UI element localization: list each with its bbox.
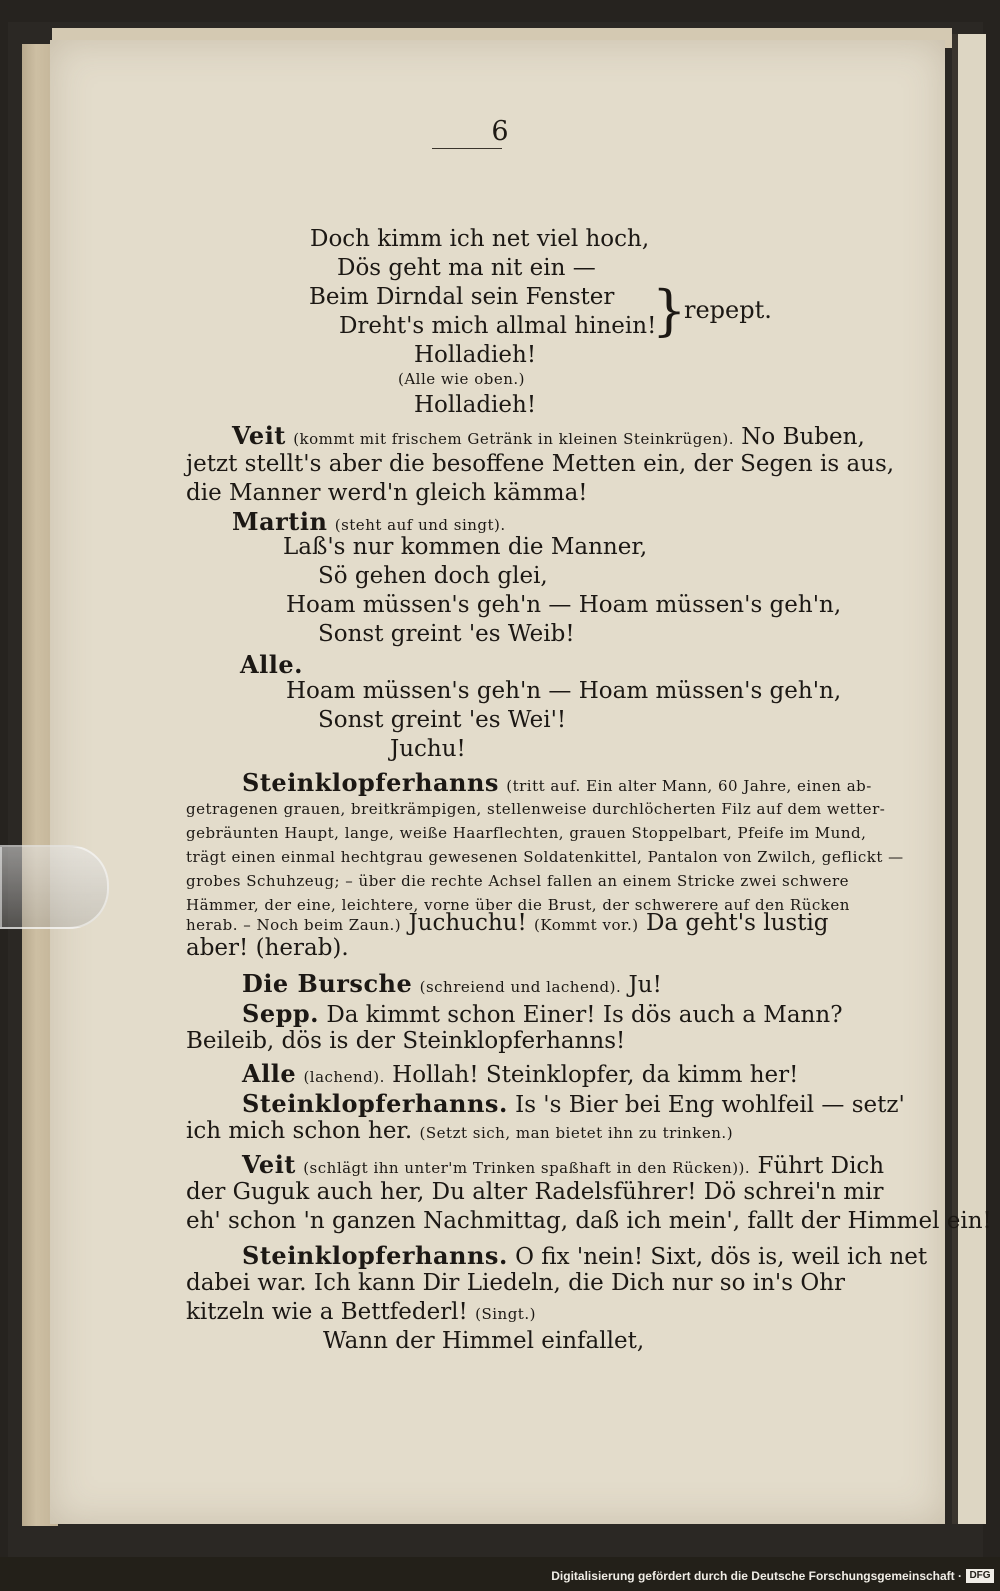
dialogue-line: [186, 1118, 733, 1144]
dialogue-line: [186, 910, 829, 936]
dialogue-text: Ju!: [628, 972, 662, 998]
verse-line: Holladieh!: [414, 342, 537, 368]
dialogue-line: [242, 1089, 905, 1118]
speaker-name: Veit: [232, 421, 286, 450]
dialogue-text: O fix 'nein! Sixt, dös is, weil ich net: [515, 1244, 928, 1270]
footer-credit: Digitalisierung gefördert durch die Deutsche Forschungsgemeinschaft ·: [551, 1569, 962, 1583]
stage-direction: (kommt mit frischem Getränk in kleinen Steinkrügen).: [293, 430, 734, 448]
dialogue-text: Da kimmt schon Einer! Is dös auch a Mann?: [326, 1002, 843, 1028]
footer-strip: [0, 1557, 1000, 1591]
stage-direction: getragenen grauen, breitkrämpigen, stellenweise durchlöcherten Filz auf dem wetter-: [186, 800, 886, 818]
dialogue-line: Beileib, dös is der Steinklopferhanns!: [186, 1028, 626, 1054]
dialogue-line: [240, 650, 303, 679]
dialogue-line: [242, 999, 843, 1028]
verse-line: Juchu!: [390, 736, 466, 762]
dialogue-line: [232, 421, 865, 450]
speaker-name: Alle.: [240, 650, 303, 679]
verse-line: Dös geht ma nit ein —: [337, 255, 596, 281]
speaker-name: Alle: [242, 1059, 297, 1088]
speaker-name: Steinklopferhanns: [242, 768, 499, 797]
dialogue-line: [186, 1299, 536, 1325]
dialogue-text: Da geht's lustig: [645, 910, 829, 936]
dialogue-line: [242, 1241, 927, 1270]
dialogue-line: [242, 768, 872, 797]
dialogue-text: kitzeln wie a Bettfederl!: [186, 1299, 468, 1325]
repeat-mark: repept.: [684, 296, 772, 324]
speaker-name: Die Bursche: [242, 969, 413, 998]
stage-direction: (tritt auf. Ein alter Mann, 60 Jahre, einen ab-: [506, 777, 872, 795]
verse-line: Sonst greint 'es Wei'!: [318, 707, 567, 733]
speaker-name: Martin: [232, 507, 328, 536]
stage-direction: (steht auf und singt).: [334, 516, 506, 534]
stage-direction: (Kommt vor.): [534, 916, 639, 934]
dialogue-line: [242, 1150, 884, 1179]
dialogue-text: Is 's Bier bei Eng wohlfeil — setz': [515, 1092, 905, 1118]
verse-line: Sö gehen doch glei,: [318, 563, 548, 589]
stage-direction: Hämmer, der eine, leichtere, vorne über die Brust, der schwerere auf den Rücken: [186, 896, 850, 914]
speaker-name: Veit: [242, 1150, 296, 1179]
dialogue-text: Führt Dich: [757, 1153, 885, 1179]
dialogue-line: dabei war. Ich kann Dir Liedeln, die Dich nur so in's Ohr: [186, 1270, 846, 1296]
verse-line: Hoam müssen's geh'n — Hoam müssen's geh'n,: [286, 592, 842, 618]
stage-direction: (Setzt sich, man bietet ihn zu trinken.): [419, 1124, 734, 1142]
verse-line: Doch kimm ich net viel hoch,: [310, 226, 650, 252]
stage-direction: (lachend).: [303, 1068, 385, 1086]
speaker-name: Steinklopferhanns.: [242, 1241, 508, 1270]
stage-direction: (schlägt ihn unter'm Trinken spaßhaft in den Rücken)).: [303, 1159, 751, 1177]
verse-line: Laß's nur kommen die Manner,: [283, 534, 648, 560]
dialogue-line: die Manner werd'n gleich kämma!: [186, 480, 588, 506]
page-number: 6: [491, 116, 509, 147]
verse-line: Hoam müssen's geh'n — Hoam müssen's geh'n,: [286, 678, 842, 704]
next-page-edge: [952, 34, 986, 1524]
verse-line: Dreht's mich allmal hinein!: [339, 313, 657, 339]
repeat-brace: }: [652, 279, 687, 342]
dialogue-line: [242, 969, 662, 998]
page-number-rule: [432, 148, 502, 149]
verse-line: Holladieh!: [414, 392, 537, 418]
dialogue-line: jetzt stellt's aber die besoffene Metten ein, der Segen is aus,: [186, 451, 895, 477]
verse-line: Wann der Himmel einfallet,: [323, 1328, 645, 1354]
speaker-name: Sepp.: [242, 999, 320, 1028]
speaker-name: Steinklopferhanns.: [242, 1089, 508, 1118]
dialogue-line: [232, 507, 506, 536]
stage-direction: (Alle wie oben.): [398, 370, 525, 388]
dialogue-line: aber! (herab).: [186, 935, 349, 961]
stage-direction: (Singt.): [475, 1305, 536, 1323]
dialogue-text: No Buben,: [741, 424, 865, 450]
dialogue-line: der Guguk auch her, Du alter Radelsführer! Dö schrei'n mir: [186, 1179, 884, 1205]
stage-direction: (schreiend und lachend).: [419, 978, 622, 996]
verse-line: Beim Dirndal sein Fenster: [309, 284, 615, 310]
dialogue-text: Juchuchu!: [408, 910, 527, 936]
dialogue-text: Hollah! Steinklopfer, da kimm her!: [392, 1062, 799, 1088]
verse-line: Sonst greint 'es Weib!: [318, 621, 575, 647]
stage-direction: gebräunten Haupt, lange, weiße Haarflechten, grauen Stoppelbart, Pfeife im Mund,: [186, 824, 867, 842]
dialogue-line: eh' schon 'n ganzen Nachmittag, daß ich mein', fallt der Himmel ein!: [186, 1208, 992, 1234]
dfg-logo: DFG: [966, 1569, 994, 1583]
stage-direction: herab. – Noch beim Zaun.): [186, 916, 402, 934]
dialogue-line: [242, 1059, 798, 1088]
scanner-finger-guard: [0, 845, 109, 929]
dialogue-text: ich mich schon her.: [186, 1118, 413, 1144]
stage-direction: trägt einen einmal hechtgrau gewesenen Soldatenkittel, Pantalon von Zwilch, geflickt —: [186, 848, 904, 866]
stage-direction: grobes Schuhzeug; – über die rechte Achsel fallen an einem Stricke zwei schwere: [186, 872, 850, 890]
